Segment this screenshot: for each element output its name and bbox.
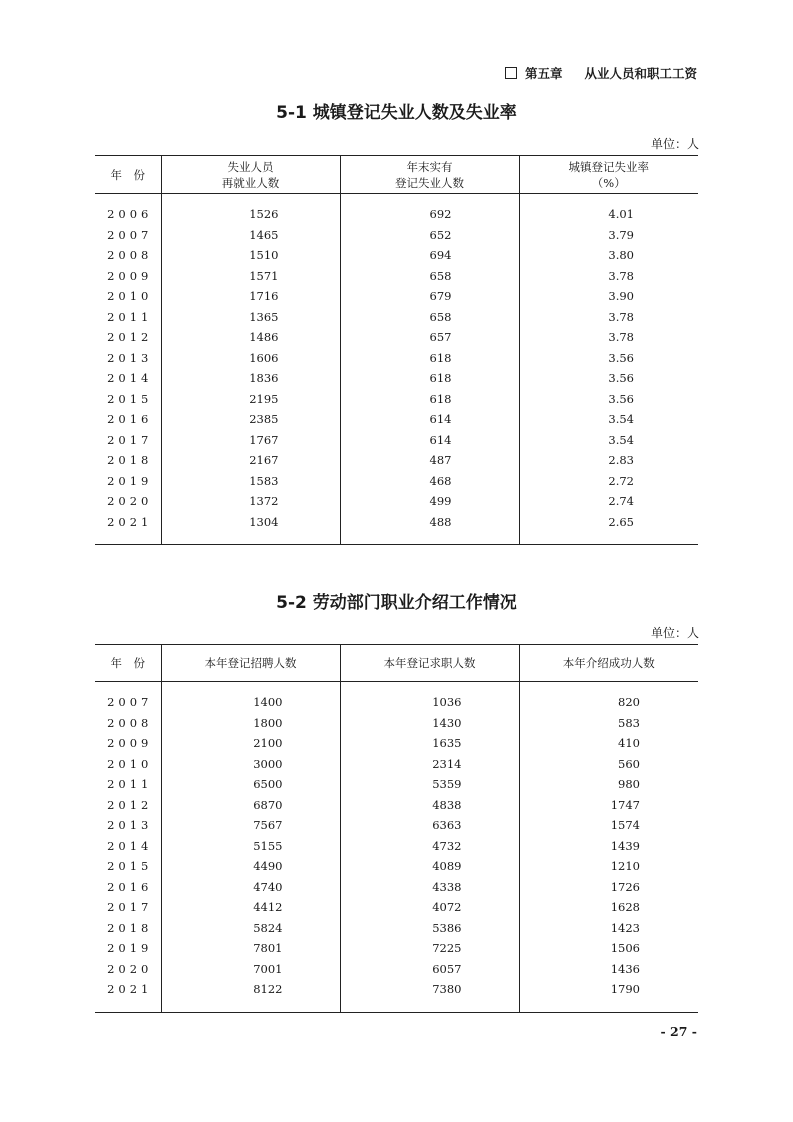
unemployment-rate-cell: 3.56	[519, 348, 698, 369]
placements-cell: 410	[519, 733, 698, 754]
reemployed-cell: 2385	[161, 409, 340, 430]
unemployment-rate-cell: 3.56	[519, 389, 698, 410]
year-cell: 2019	[107, 473, 153, 488]
table-row	[95, 430, 698, 451]
page-number: - 27 -	[660, 1024, 697, 1039]
recruitment-cell: 7567	[161, 815, 340, 836]
spacer-cell	[95, 532, 161, 545]
table2-job-placement	[95, 644, 698, 1013]
placements-cell: 560	[519, 754, 698, 775]
header-registered-unemployed-line1: 年末实有	[406, 159, 453, 174]
header-job-seekers: 本年登记求职人数	[340, 645, 519, 682]
placements-cell: 820	[519, 692, 698, 713]
year-cell: 2010	[107, 289, 153, 303]
job-seekers-cell: 2314	[340, 754, 519, 775]
spacer-cell	[95, 682, 161, 693]
recruitment-cell: 7801	[161, 938, 340, 959]
table-row	[95, 348, 698, 369]
table-row	[95, 512, 698, 533]
spacer-cell	[95, 1000, 161, 1013]
job-seekers-cell: 1430	[340, 713, 519, 734]
table-row	[95, 245, 698, 266]
job-seekers-cell: 4338	[340, 877, 519, 898]
year-cell: 2008	[107, 248, 153, 262]
year-cell: 2009	[107, 736, 153, 750]
spacer-cell	[519, 532, 698, 545]
recruitment-cell: 7001	[161, 959, 340, 980]
reemployed-cell: 1304	[161, 512, 340, 533]
registered-unemployed-cell: 657	[340, 327, 519, 348]
spacer-cell	[340, 532, 519, 545]
table-row	[95, 856, 698, 877]
table-row	[95, 286, 698, 307]
unemployment-rate-cell: 4.01	[519, 204, 698, 225]
table-row	[95, 979, 698, 1000]
registered-unemployed-cell: 618	[340, 368, 519, 389]
registered-unemployed-cell: 618	[340, 389, 519, 410]
year-cell: 2006	[107, 207, 153, 221]
table-row	[95, 713, 698, 734]
unemployment-rate-cell: 3.78	[519, 327, 698, 348]
registered-unemployed-cell: 618	[340, 348, 519, 369]
spacer-cell	[340, 1000, 519, 1013]
placements-cell: 1628	[519, 897, 698, 918]
registered-unemployed-cell: 614	[340, 430, 519, 451]
header-recruitment: 本年登记招聘人数	[161, 645, 340, 682]
table-row	[95, 877, 698, 898]
reemployed-cell: 1767	[161, 430, 340, 451]
spacer-cell	[340, 194, 519, 205]
recruitment-cell: 4412	[161, 897, 340, 918]
table1-unit: 单位：人	[650, 137, 699, 151]
placements-cell: 1436	[519, 959, 698, 980]
spacer-row	[95, 1000, 698, 1013]
recruitment-cell: 4740	[161, 877, 340, 898]
reemployed-cell: 1583	[161, 471, 340, 492]
table2-header-row	[95, 645, 698, 682]
year-cell: 2014	[107, 838, 153, 853]
header-unemployment-rate-line1: 城镇登记失业率	[568, 159, 649, 174]
placements-cell: 1747	[519, 795, 698, 816]
job-seekers-cell: 5359	[340, 774, 519, 795]
table-row	[95, 692, 698, 713]
placements-cell: 583	[519, 713, 698, 734]
recruitment-cell: 4490	[161, 856, 340, 877]
job-seekers-cell: 4732	[340, 836, 519, 857]
recruitment-cell: 6870	[161, 795, 340, 816]
unemployment-rate-cell: 3.90	[519, 286, 698, 307]
year-cell: 2013	[107, 350, 153, 365]
unemployment-rate-cell: 3.56	[519, 368, 698, 389]
year-cell: 2009	[107, 268, 153, 283]
recruitment-cell: 1800	[161, 713, 340, 734]
table2-unit: 单位：人	[650, 626, 699, 640]
registered-unemployed-cell: 468	[340, 471, 519, 492]
year-cell: 2019	[107, 941, 153, 955]
recruitment-cell: 5824	[161, 918, 340, 939]
table1-title: 5-1 城镇登记失业人数及失业率	[276, 103, 517, 123]
table-row	[95, 959, 698, 980]
registered-unemployed-cell: 614	[340, 409, 519, 430]
job-seekers-cell: 4838	[340, 795, 519, 816]
table-row	[95, 774, 698, 795]
registered-unemployed-cell: 658	[340, 307, 519, 328]
year-cell: 2008	[107, 715, 153, 730]
header-year: 年 份	[95, 156, 161, 194]
unemployment-rate-cell: 2.65	[519, 512, 698, 533]
spacer-cell	[161, 532, 340, 545]
header-reemployed	[161, 156, 340, 194]
job-seekers-cell: 1635	[340, 733, 519, 754]
table2-title: 5-2 劳动部门职业介绍工作情况	[276, 593, 517, 613]
year-cell: 2014	[107, 371, 153, 385]
header-unemployment-rate-line2: （%）	[591, 175, 626, 190]
recruitment-cell: 2100	[161, 733, 340, 754]
registered-unemployed-cell: 487	[340, 450, 519, 471]
registered-unemployed-cell: 692	[340, 204, 519, 225]
recruitment-cell: 8122	[161, 979, 340, 1000]
job-seekers-cell: 4072	[340, 897, 519, 918]
unemployment-rate-cell: 3.79	[519, 225, 698, 246]
table-row	[95, 266, 698, 287]
job-seekers-cell: 6057	[340, 959, 519, 980]
year-cell: 2021	[107, 514, 153, 529]
table1-header-row	[95, 156, 698, 194]
header-registered-unemployed-line2: 登记失业人数	[395, 175, 464, 190]
reemployed-cell: 1836	[161, 368, 340, 389]
year-cell: 2017	[107, 432, 153, 447]
spacer-row	[95, 532, 698, 545]
spacer-cell	[161, 194, 340, 205]
table2-body	[95, 682, 698, 1013]
spacer-row	[95, 194, 698, 205]
table-row	[95, 307, 698, 328]
registered-unemployed-cell: 488	[340, 512, 519, 533]
spacer-cell	[161, 682, 340, 693]
placements-cell: 1210	[519, 856, 698, 877]
year-cell: 2007	[107, 695, 153, 709]
table-row	[95, 327, 698, 348]
running-head	[505, 64, 697, 82]
chapter-label: 第五章	[524, 66, 563, 81]
job-seekers-cell: 6363	[340, 815, 519, 836]
registered-unemployed-cell: 694	[340, 245, 519, 266]
spacer-cell	[519, 1000, 698, 1013]
year-cell: 2016	[107, 412, 153, 426]
placements-cell: 1574	[519, 815, 698, 836]
year-cell: 2017	[107, 900, 153, 914]
reemployed-cell: 1606	[161, 348, 340, 369]
unemployment-rate-cell: 3.54	[519, 430, 698, 451]
table-row	[95, 836, 698, 857]
reemployed-cell: 1526	[161, 204, 340, 225]
unemployment-rate-cell: 2.83	[519, 450, 698, 471]
reemployed-cell: 2195	[161, 389, 340, 410]
table-row	[95, 754, 698, 775]
spacer-row	[95, 682, 698, 693]
reemployed-cell: 1365	[161, 307, 340, 328]
placements-cell: 1790	[519, 979, 698, 1000]
year-cell: 2020	[107, 494, 153, 508]
table1-unemployment	[95, 155, 698, 545]
reemployed-cell: 1372	[161, 491, 340, 512]
year-cell: 2011	[107, 309, 153, 324]
table-row	[95, 733, 698, 754]
table-row	[95, 389, 698, 410]
year-cell: 2021	[107, 982, 153, 996]
reemployed-cell: 2167	[161, 450, 340, 471]
recruitment-cell: 6500	[161, 774, 340, 795]
registered-unemployed-cell: 679	[340, 286, 519, 307]
job-seekers-cell: 4089	[340, 856, 519, 877]
spacer-cell	[340, 682, 519, 693]
reemployed-cell: 1510	[161, 245, 340, 266]
year-cell: 2010	[107, 756, 153, 771]
spacer-cell	[519, 194, 698, 205]
recruitment-cell: 3000	[161, 754, 340, 775]
square-bullet-icon	[505, 67, 517, 79]
year-cell: 2020	[107, 961, 153, 976]
year-cell: 2012	[107, 797, 153, 812]
year-cell: 2016	[107, 879, 153, 894]
header-registered-unemployed	[340, 156, 519, 194]
header-unemployment-rate	[519, 156, 698, 194]
unemployment-rate-cell: 3.78	[519, 266, 698, 287]
reemployed-cell: 1716	[161, 286, 340, 307]
table-row	[95, 938, 698, 959]
job-seekers-cell: 1036	[340, 692, 519, 713]
year-cell: 2011	[107, 777, 153, 791]
section-label: 从业人员和职工工资	[584, 66, 697, 81]
table-row	[95, 815, 698, 836]
job-seekers-cell: 7225	[340, 938, 519, 959]
reemployed-cell: 1571	[161, 266, 340, 287]
job-seekers-cell: 5386	[340, 918, 519, 939]
table-row	[95, 225, 698, 246]
placements-cell: 1506	[519, 938, 698, 959]
placements-cell: 1726	[519, 877, 698, 898]
year-cell: 2015	[107, 391, 153, 406]
table-row	[95, 204, 698, 225]
header-reemployed-line1: 失业人员	[227, 159, 274, 174]
unemployment-rate-cell: 3.80	[519, 245, 698, 266]
year-cell: 2015	[107, 859, 153, 873]
table-row	[95, 471, 698, 492]
header-reemployed-line2: 再就业人数	[221, 175, 280, 190]
year-cell: 2018	[107, 453, 153, 467]
year-cell: 2018	[107, 920, 153, 935]
spacer-cell	[161, 1000, 340, 1013]
reemployed-cell: 1486	[161, 327, 340, 348]
year-cell: 2013	[107, 818, 153, 832]
placements-cell: 980	[519, 774, 698, 795]
recruitment-cell: 1400	[161, 692, 340, 713]
table1-body	[95, 194, 698, 545]
year-cell: 2007	[107, 227, 153, 242]
unemployment-rate-cell: 3.54	[519, 409, 698, 430]
table-row	[95, 897, 698, 918]
table-row	[95, 368, 698, 389]
registered-unemployed-cell: 652	[340, 225, 519, 246]
year-cell: 2012	[107, 330, 153, 344]
placements-cell: 1423	[519, 918, 698, 939]
spacer-cell	[519, 682, 698, 693]
unemployment-rate-cell: 2.74	[519, 491, 698, 512]
table-row	[95, 918, 698, 939]
header-year: 年 份	[95, 645, 161, 682]
unemployment-rate-cell: 2.72	[519, 471, 698, 492]
job-seekers-cell: 7380	[340, 979, 519, 1000]
unemployment-rate-cell: 3.78	[519, 307, 698, 328]
reemployed-cell: 1465	[161, 225, 340, 246]
recruitment-cell: 5155	[161, 836, 340, 857]
table-row	[95, 491, 698, 512]
table-row	[95, 409, 698, 430]
placements-cell: 1439	[519, 836, 698, 857]
registered-unemployed-cell: 658	[340, 266, 519, 287]
spacer-cell	[95, 194, 161, 205]
table-row	[95, 795, 698, 816]
table-row	[95, 450, 698, 471]
header-placements: 本年介绍成功人数	[519, 645, 698, 682]
registered-unemployed-cell: 499	[340, 491, 519, 512]
